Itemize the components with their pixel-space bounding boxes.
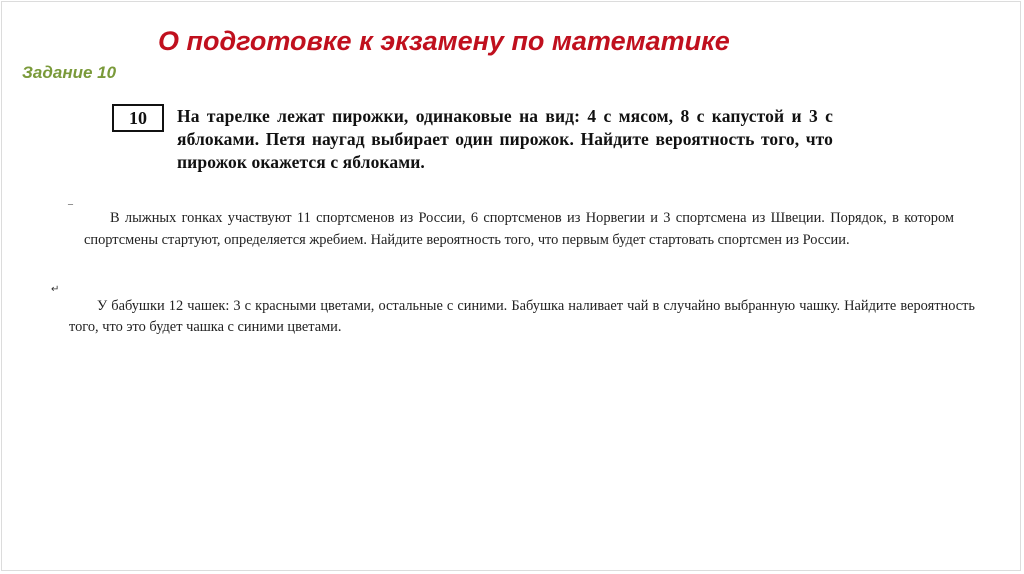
problem-ski-race-text: В лыжных гонках участвуют 11 спортсменов из России, 6 спортсменов из Норвегии и 3 спортсмена из Швеции. Порядок, в котором спортсмены стартуют, определяется жребием. Найдите вероятность того, что первым будет стартовать спортсмен из России. [84, 210, 954, 248]
paragraph-marker: ↵ [51, 284, 60, 295]
task-label: Задание 10 [22, 63, 117, 82]
slide-title: О подготовке к экзамену по математике [158, 26, 730, 56]
problem-main-text: На тарелке лежат пирожки, одинаковые на вид: 4 с мясом, 8 с капустой и 3 с яблоками. Петя наугад выбирает один пирожок. Найдите вероятность того, что пирожок окажется с яблоками. [177, 106, 833, 172]
paragraph-marker: _ [68, 195, 73, 206]
slide-frame [1, 1, 1021, 571]
problem-cups-text: У бабушки 12 чашек: 3 с красными цветами, остальные с синими. Бабушка наливает чай в случайно выбранную чашку. Найдите вероятность того, что это будет чашка с синими цветами. [69, 298, 975, 335]
task-number-box: 10 [112, 104, 164, 132]
